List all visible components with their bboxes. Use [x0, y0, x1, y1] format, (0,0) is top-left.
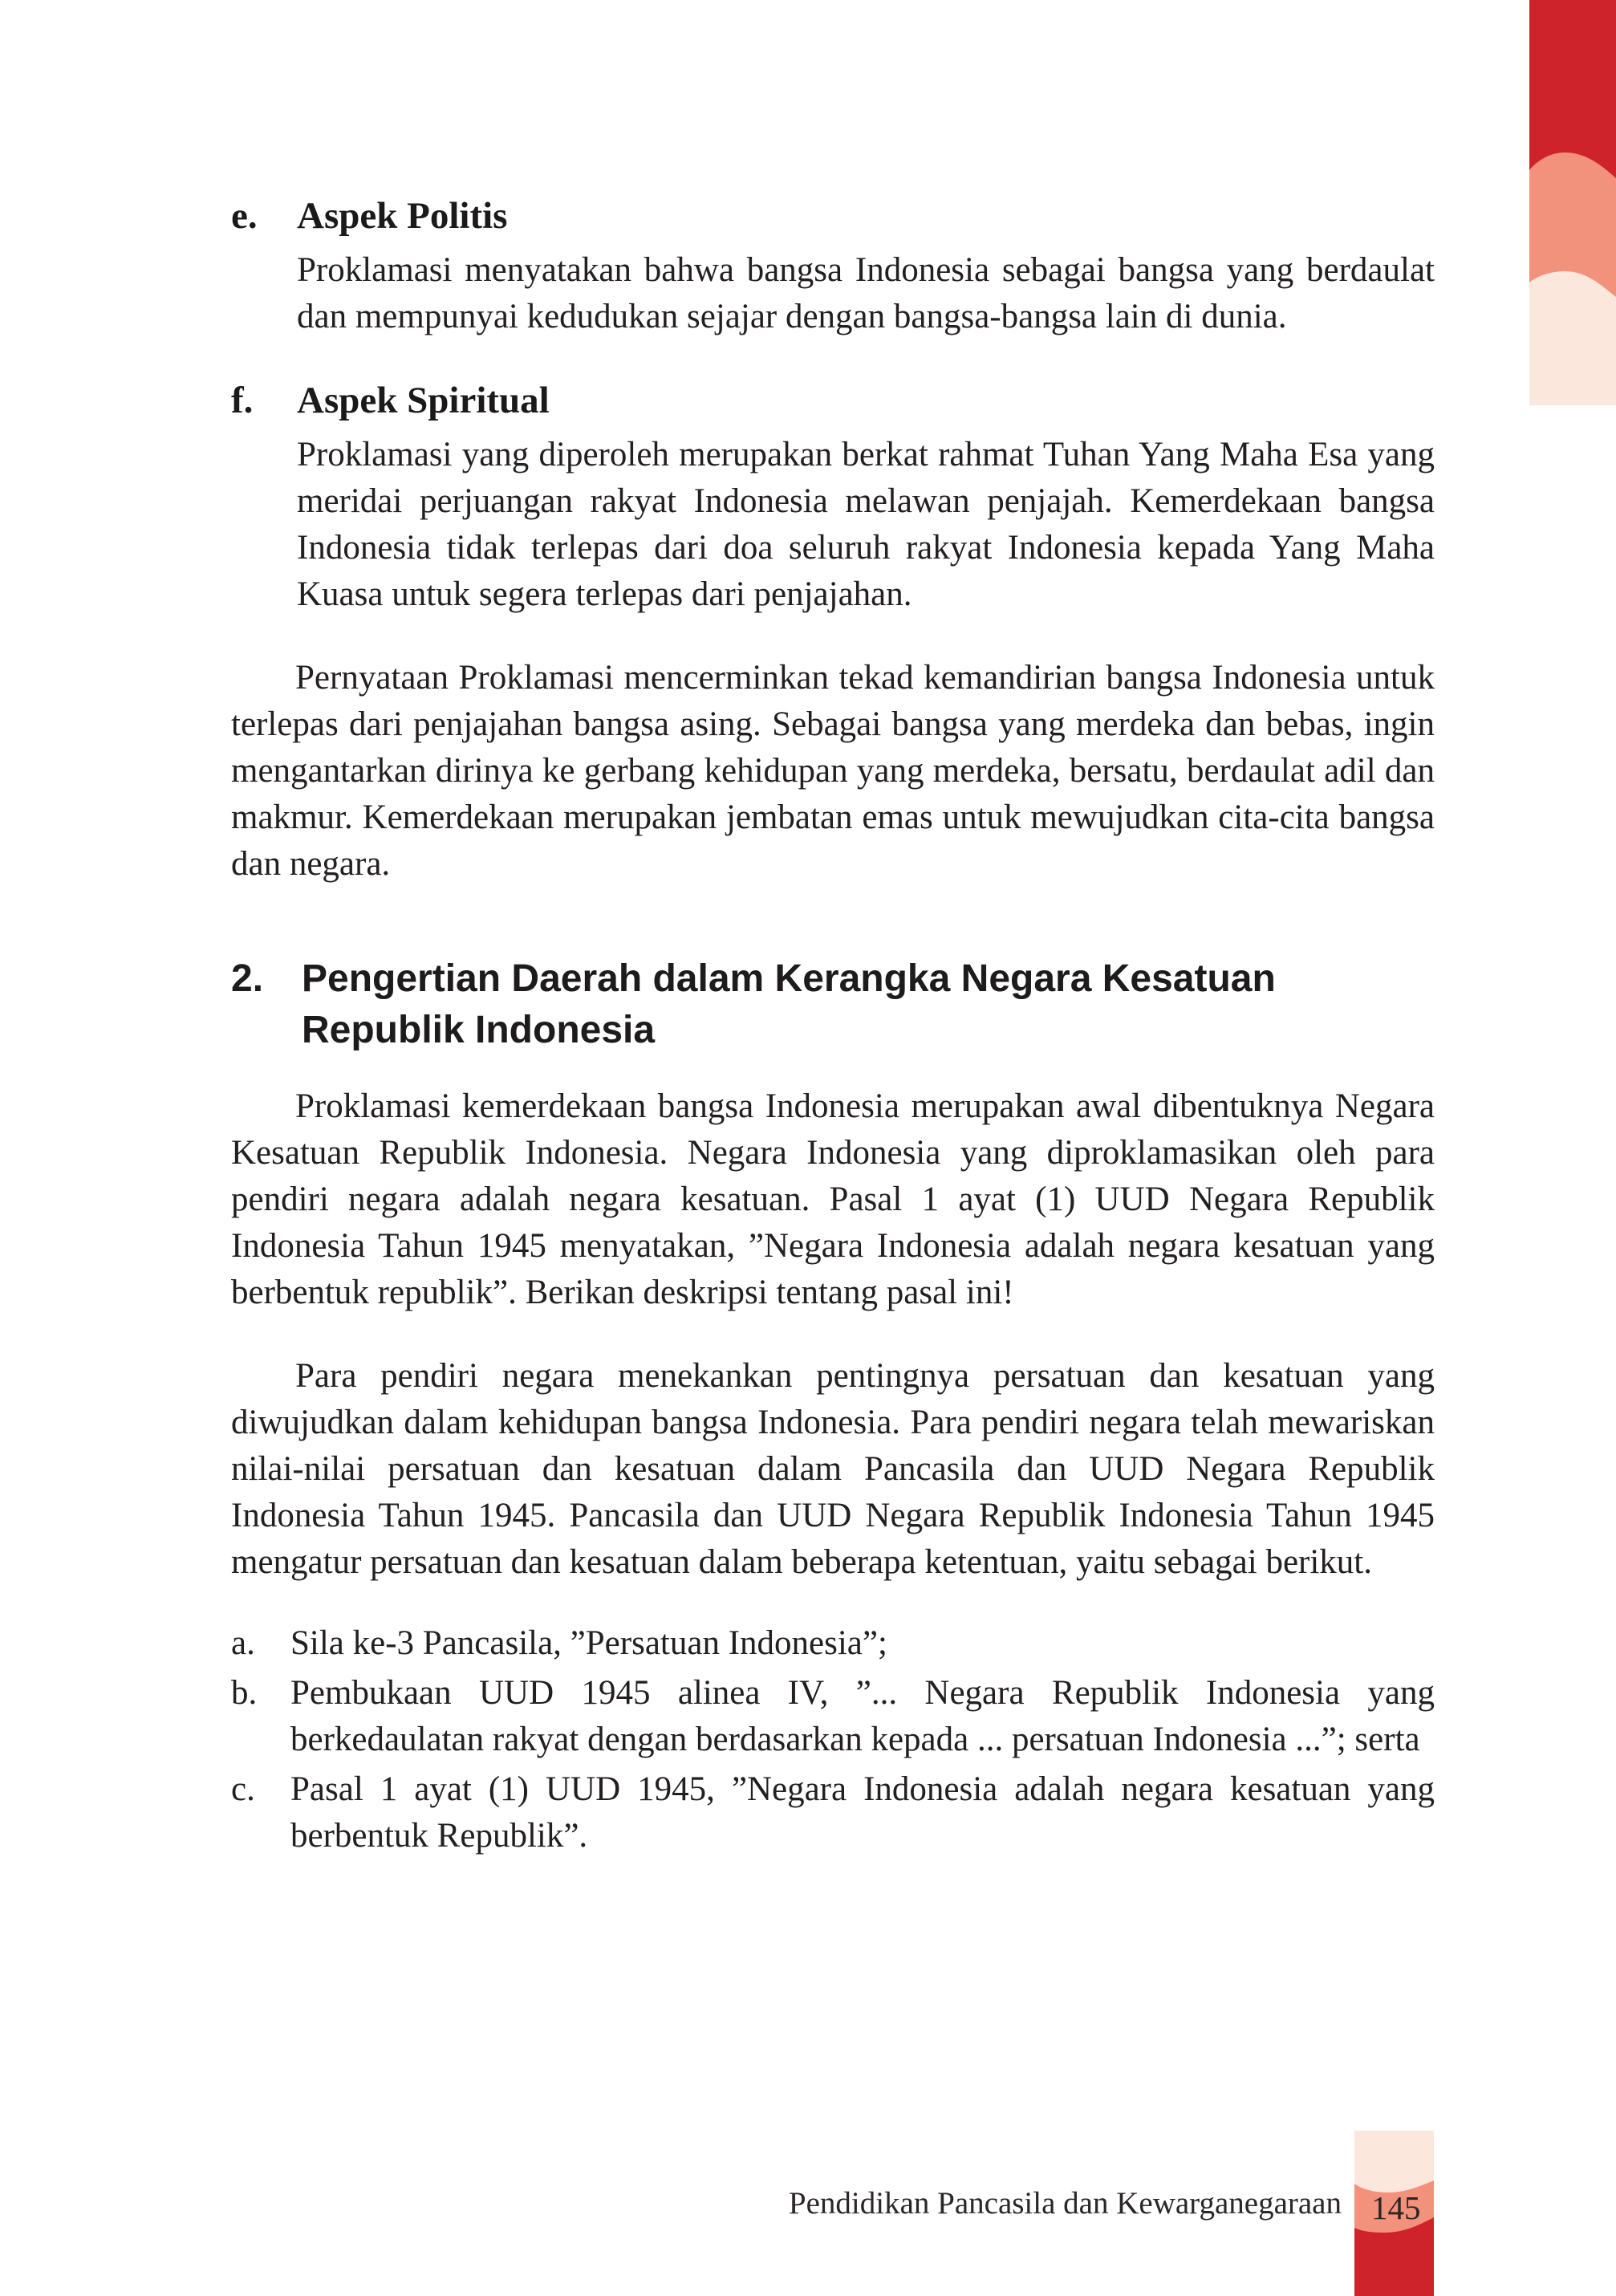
- list-item-a-label: a.: [231, 1624, 255, 1662]
- section-e-title: Aspek Politis: [297, 195, 508, 237]
- top-right-page-decoration: [1529, 0, 1616, 405]
- wave-ornament-top: [1529, 0, 1616, 405]
- list-item-c-text: Pasal 1 ayat (1) UUD 1945, ”Negara Indonesia adalah negara kesatuan yang berbentuk Republik”.: [290, 1770, 1435, 1855]
- section-f-heading: [231, 377, 1435, 424]
- section-f-title: Aspek Spiritual: [297, 380, 550, 421]
- list-item-c-label: c.: [231, 1770, 255, 1808]
- page-content: [231, 0, 1435, 1863]
- section-e-label: e.: [231, 195, 258, 237]
- list-item: [231, 1670, 1435, 1763]
- footer-page-number-badge: [1354, 2131, 1434, 2296]
- list-item-b-label: b.: [231, 1674, 258, 1712]
- list-item-b-text: Pembukaan UUD 1945 alinea IV, ”... Negara Republik Indonesia yang berkedaulatan rakyat dengan berdasarkan kepada ... persatuan Indonesia ...”; serta: [290, 1674, 1435, 1758]
- list-item: [231, 1620, 1435, 1667]
- section-2-paragraph-2: Para pendiri negara menekankan pentingnya persatuan dan kesatuan yang diwujudkan dalam kehidupan bangsa Indonesia. Para pendiri negara telah mewariskan nilai-nilai persatuan dan kesatuan dalam Pancasila dan UUD Negara Republik Indonesia Tahun 1945. Pancasila dan UUD Negara Republik Indonesia Tahun 1945 mengatur persatuan dan kesatuan dalam beberapa ketentuan, yaitu sebagai berikut.: [231, 1357, 1435, 1581]
- section-f-label: f.: [231, 380, 254, 421]
- section-2-title: Pengertian Daerah dalam Kerangka Negara Kesatuan Republik Indonesia: [302, 957, 1276, 1051]
- footer-book-title: Pendidikan Pancasila dan Kewarganegaraan: [788, 2186, 1342, 2221]
- section-2-heading: [231, 953, 1435, 1056]
- list-item: [231, 1766, 1435, 1859]
- lettered-list: [231, 1620, 1435, 1859]
- section-e-heading: [231, 193, 1435, 239]
- section-2-paragraph-1: Proklamasi kemerdekaan bangsa Indonesia merupakan awal dibentuknya Negara Kesatuan Republik Indonesia. Negara Indonesia yang diproklamasikan oleh para pendiri negara adalah negara kesatuan. Pasal 1 ayat (1) UUD Negara Republik Indonesia Tahun 1945 menyatakan, ”Negara Indonesia adalah negara kesatuan yang berbentuk republik”. Berikan deskripsi tentang pasal ini!: [231, 1087, 1435, 1311]
- section-f-paragraph: Proklamasi yang diperoleh merupakan berkat rahmat Tuhan Yang Maha Esa yang meridai perjuangan rakyat Indonesia melawan penjajah. Kemerdekaan bangsa Indonesia tidak terlepas dari doa seluruh rakyat Indonesia kepada Yang Maha Kuasa untuk segera terlepas dari penjajahan.: [297, 436, 1435, 613]
- closing-paragraph: Pernyataan Proklamasi mencerminkan tekad kemandirian bangsa Indonesia untuk terlepas dari penjajahan bangsa asing. Sebagai bangsa yang merdeka dan bebas, ingin mengantarkan dirinya ke gerbang kehidupan yang merdeka, bersatu, berdaulat adil dan makmur. Kemerdekaan merupakan jembatan emas untuk mewujudkan cita-cita bangsa dan negara.: [231, 659, 1435, 883]
- page-number: 145: [1371, 2189, 1421, 2226]
- section-e-paragraph: Proklamasi menyatakan bahwa bangsa Indonesia sebagai bangsa yang berdaulat dan mempunyai kedudukan sejajar dengan bangsa-bangsa lain di dunia.: [297, 251, 1435, 335]
- list-item-a-text: Sila ke-3 Pancasila, ”Persatuan Indonesia”;: [290, 1624, 887, 1662]
- wave-ornament-footer: [1354, 2131, 1434, 2296]
- section-2-label: 2.: [231, 957, 264, 1000]
